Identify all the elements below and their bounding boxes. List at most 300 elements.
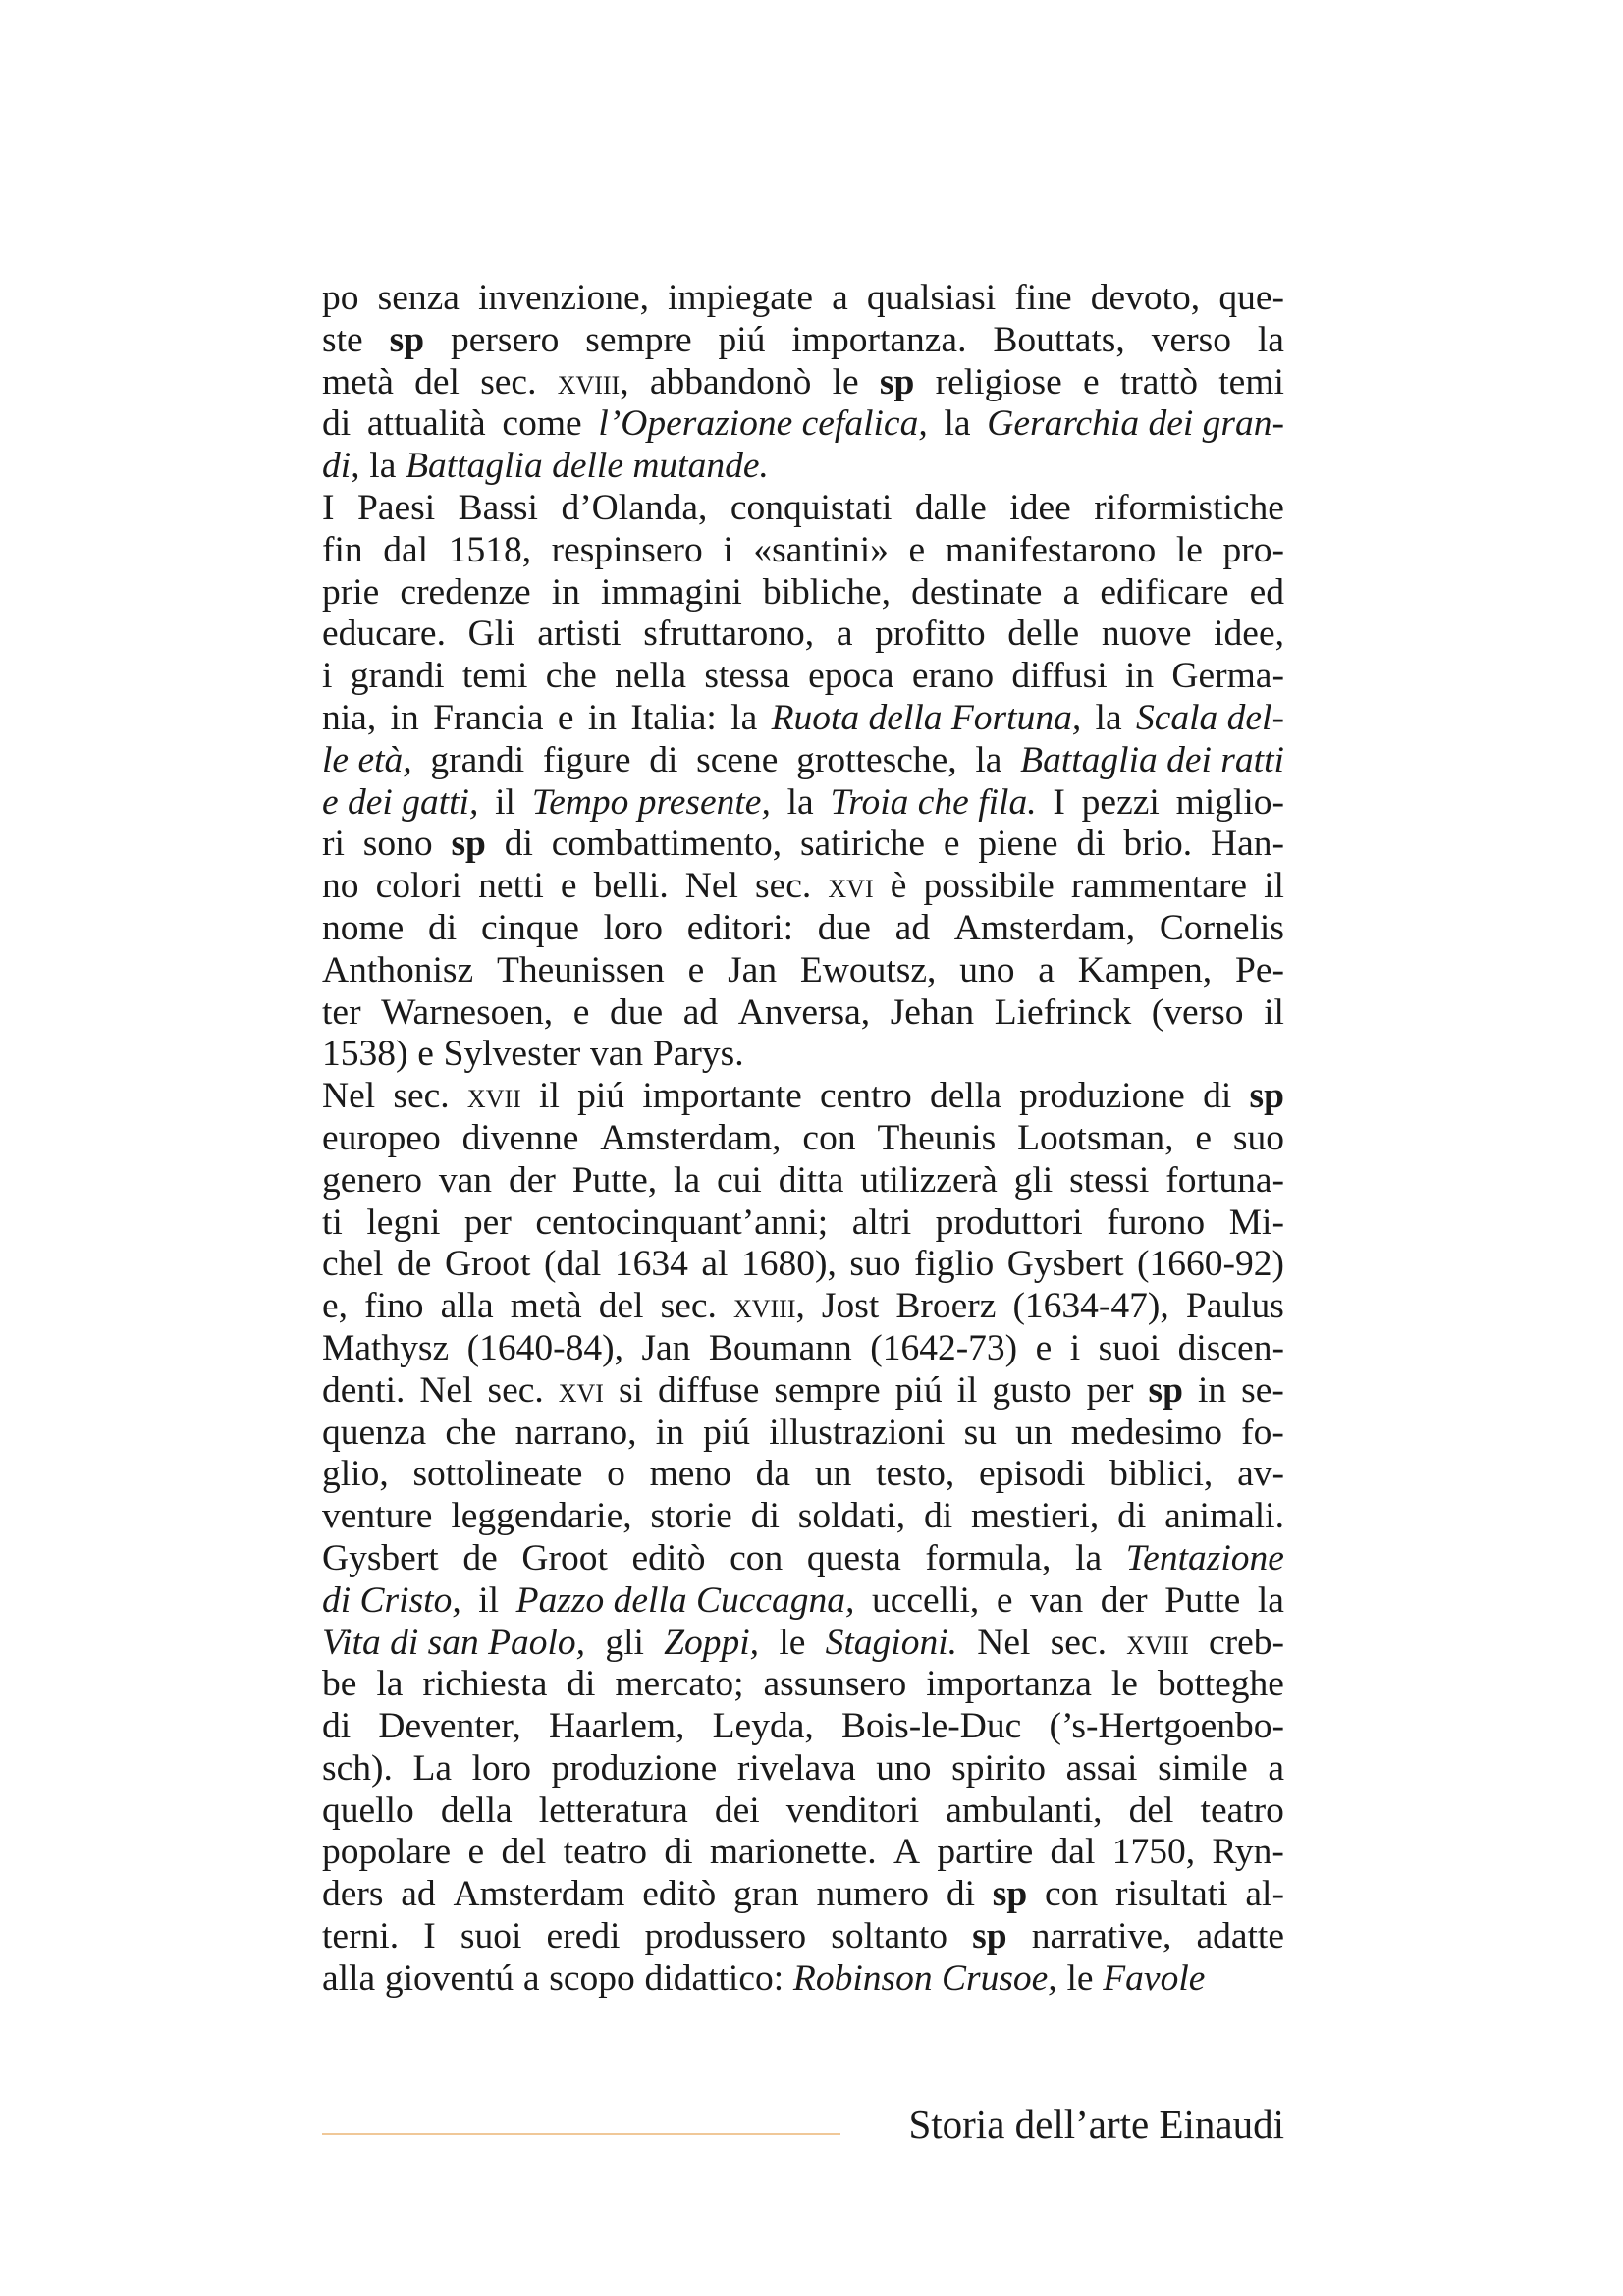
text-segment: adatte (1196, 1916, 1284, 1957)
text-segment: le (832, 361, 859, 402)
text-segment: Bois-le-Duc (840, 1706, 1022, 1747)
text-line (322, 572, 1284, 614)
text-line (322, 278, 1284, 320)
text-segment: nome (322, 907, 405, 948)
text-segment: Deventer, (378, 1706, 521, 1747)
text-segment: nella (615, 656, 687, 697)
text-segment: piú (894, 1369, 943, 1411)
text-segment: figure (542, 739, 631, 780)
text-segment: testo, (876, 1454, 955, 1495)
text-segment: 1680), (740, 1244, 837, 1285)
text-segment: uccelli, (871, 1579, 980, 1621)
text-segment: piú (577, 1076, 625, 1117)
text-segment: utilizzerà (860, 1159, 998, 1201)
text-line (322, 1413, 1284, 1455)
text-segment: epoca (808, 656, 894, 697)
text-segment: sch). (322, 1747, 393, 1789)
text-segment: suo (1232, 1117, 1284, 1158)
text-segment: ad (682, 991, 719, 1033)
text-segment: Battaglia dei ratti (1020, 739, 1284, 780)
text-segment: la (1095, 697, 1122, 738)
text-segment: Broerz (895, 1286, 997, 1327)
text-segment: der (1100, 1579, 1148, 1621)
text-segment: e (560, 866, 577, 907)
text-segment: o (607, 1454, 625, 1495)
text-segment: Jan (641, 1327, 691, 1368)
text-segment: furono (1107, 1201, 1206, 1243)
text-segment: la (376, 1664, 404, 1705)
text-segment: il (956, 1369, 978, 1411)
text-segment: que- (1218, 278, 1284, 318)
text-line (322, 1832, 1284, 1874)
text-segment: Putte, (571, 1159, 658, 1201)
text-segment: van (1030, 1579, 1084, 1621)
text-segment: eredi (546, 1916, 621, 1957)
text-segment: piú (718, 319, 766, 360)
text-segment: nuove (1101, 614, 1192, 655)
text-segment: A (893, 1832, 921, 1873)
text-segment: mestieri, (971, 1496, 1100, 1537)
text-segment: suoi (460, 1916, 522, 1957)
text-segment: ed (1249, 571, 1284, 613)
text-segment: sp (1249, 1076, 1284, 1117)
text-segment: terni. (322, 1916, 400, 1957)
text-segment: fortuna- (1165, 1159, 1284, 1201)
text-segment: animali. (1164, 1496, 1284, 1537)
text-segment: per (463, 1201, 512, 1243)
text-segment: Gysbert (1006, 1244, 1124, 1285)
text-segment: la (975, 739, 1002, 780)
text-segment: sp (992, 1874, 1028, 1915)
text-segment: la (786, 781, 814, 823)
text-segment: il (1264, 866, 1284, 907)
text-segment: Pe- (1235, 949, 1284, 990)
text-segment: numero (816, 1874, 930, 1915)
text-line (322, 866, 1284, 908)
text-segment: teatro (1200, 1789, 1284, 1831)
text-segment: conquistati (730, 487, 893, 528)
footer-title: Storia dell’arte Einaudi (908, 2102, 1284, 2147)
text-segment: glio, (322, 1454, 389, 1495)
text-segment: della (440, 1789, 513, 1831)
text-segment: de (397, 1244, 432, 1285)
text-segment: e (417, 1034, 434, 1075)
text-segment: se- (1241, 1369, 1284, 1411)
text-segment: legni (366, 1201, 441, 1243)
text-segment: assai (1065, 1747, 1138, 1789)
text-segment: Nel (977, 1622, 1031, 1663)
text-segment: Groot (521, 1537, 608, 1578)
text-segment: del (598, 1286, 644, 1327)
text-segment: Amsterdam, (953, 907, 1136, 948)
text-segment: xviii (1126, 1622, 1189, 1663)
text-segment: di (946, 1874, 975, 1915)
text-segment: 1538) (322, 1034, 408, 1075)
text-segment: ti (322, 1201, 343, 1243)
text-segment: grandi (350, 656, 445, 697)
text-segment: abbandonò (649, 361, 812, 402)
text-segment: sempre (774, 1369, 881, 1411)
text-segment: av- (1237, 1454, 1284, 1495)
text-segment: storie (650, 1496, 732, 1537)
text-segment: ditta (778, 1159, 844, 1201)
text-segment: pro- (1222, 529, 1284, 570)
text-segment: Putte (1164, 1579, 1241, 1621)
text-segment: stessi (1069, 1159, 1150, 1201)
text-segment: editò (642, 1874, 717, 1915)
text-segment: le (779, 1622, 806, 1663)
text-segment: suoi (1098, 1327, 1161, 1368)
text-segment: dalle (914, 487, 987, 528)
text-segment: il (539, 1076, 560, 1117)
text-segment: I (322, 487, 335, 528)
text-segment: e (1035, 1327, 1053, 1368)
text-line (322, 1706, 1284, 1748)
text-segment: del (501, 1832, 547, 1873)
text-segment: (verso (1151, 991, 1244, 1033)
text-segment: di, (322, 446, 360, 487)
text-segment: Nel (419, 1369, 473, 1411)
text-segment: no (322, 866, 359, 907)
text-segment: denti. (322, 1369, 406, 1411)
text-segment: questa (806, 1537, 901, 1578)
text-segment: la (1075, 1537, 1103, 1578)
text-segment: van (438, 1159, 493, 1201)
text-segment: il (1264, 991, 1284, 1033)
text-segment: idee (1009, 487, 1071, 528)
text-line (322, 530, 1284, 572)
text-segment: di (322, 403, 352, 445)
text-segment: Boumann (708, 1327, 852, 1368)
text-line (322, 1748, 1284, 1790)
text-segment: immagini (601, 571, 742, 613)
text-segment: sempre (585, 319, 692, 360)
text-segment: meno (649, 1454, 731, 1495)
text-segment: per (1086, 1369, 1134, 1411)
text-segment: medesimo (1070, 1412, 1222, 1453)
text-segment: Theunis (877, 1117, 997, 1158)
text-line (322, 488, 1284, 530)
text-segment: miglio- (1175, 781, 1284, 823)
footer (322, 2095, 1284, 2154)
text-segment: religiose (935, 361, 1062, 402)
text-line (322, 1454, 1284, 1496)
text-segment: Cornelis (1159, 907, 1284, 948)
text-segment: alla (440, 1286, 494, 1327)
text-segment: di (428, 907, 458, 948)
text-segment: Anversa, (737, 991, 871, 1033)
text-line (322, 1538, 1284, 1580)
text-segment: genero (322, 1159, 423, 1201)
text-segment: I (423, 1916, 436, 1957)
text-segment: manifestarono (945, 529, 1157, 570)
text-segment: gran (733, 1874, 799, 1915)
text-line (322, 1623, 1284, 1665)
text-segment: centro (820, 1076, 912, 1117)
text-segment: del (414, 361, 460, 402)
text-line (322, 362, 1284, 404)
text-segment: e (1195, 1117, 1212, 1158)
text-segment: di (750, 1496, 780, 1537)
text-segment: Amsterdam (453, 1874, 625, 1915)
text-line (322, 320, 1284, 362)
text-line (322, 1076, 1284, 1118)
text-segment: ad (894, 907, 931, 948)
text-segment: ter (322, 991, 361, 1033)
text-segment: loro (603, 907, 664, 948)
text-segment: dal (1050, 1832, 1096, 1873)
text-segment: loro (471, 1747, 532, 1789)
text-segment: xvi (828, 866, 874, 907)
text-segment: creb- (1208, 1622, 1284, 1663)
text-segment: Anthonisz (322, 949, 474, 990)
text-segment: e (996, 1579, 1013, 1621)
text-segment: piú (703, 1412, 751, 1453)
text-segment: discen- (1177, 1327, 1284, 1368)
text-segment: (1640-84), (466, 1327, 623, 1368)
text-segment: alla (322, 1957, 376, 1999)
text-segment: di (1203, 1076, 1232, 1117)
text-segment: simile (1158, 1747, 1248, 1789)
text-segment: fin (322, 529, 363, 570)
text-segment: in (551, 571, 580, 613)
text-segment: episodi (979, 1454, 1086, 1495)
text-segment: scopo (549, 1957, 635, 1999)
text-segment: Stagioni. (825, 1622, 958, 1663)
text-segment: ad (401, 1874, 436, 1915)
text-segment: la (730, 697, 758, 738)
text-segment: Jehan (890, 991, 975, 1033)
text-segment: (’s-Hertgoenbo- (1049, 1706, 1284, 1747)
text-segment: spirito (951, 1747, 1046, 1789)
text-segment: figlio (913, 1244, 995, 1285)
text-segment: al- (1245, 1874, 1284, 1915)
text-segment: produttori (935, 1201, 1083, 1243)
text-segment: da (755, 1454, 791, 1495)
text-segment: sec. (480, 361, 537, 402)
text-segment: xviii, (732, 1286, 805, 1327)
text-segment: popolare (322, 1832, 452, 1873)
text-line (322, 992, 1284, 1035)
text-segment: diffuse (657, 1369, 760, 1411)
text-segment: sec. (487, 1369, 544, 1411)
text-segment: e (908, 529, 926, 570)
text-segment: sp (972, 1916, 1007, 1957)
text-line (322, 1244, 1284, 1286)
footer-rule (322, 2133, 840, 2135)
text-segment: i (322, 656, 333, 697)
text-segment: il (478, 1579, 500, 1621)
text-segment: Germa- (1171, 656, 1284, 697)
text-segment: po (322, 278, 359, 318)
text-segment: richiesta (422, 1664, 548, 1705)
text-segment: formula, (925, 1537, 1052, 1578)
text-segment: gli (1013, 1159, 1054, 1201)
text-segment: verso (1151, 319, 1231, 360)
page-text (322, 278, 1284, 2001)
text-segment: sec. (1050, 1622, 1107, 1663)
text-segment: stessa (704, 656, 790, 697)
text-segment: su (963, 1412, 997, 1453)
text-line (322, 740, 1284, 782)
text-segment: Liefrinck (994, 991, 1132, 1033)
text-segment: l’Operazione cefalica, (598, 403, 928, 445)
text-segment: satiriche (799, 824, 925, 865)
text-segment: gioventú (384, 1957, 514, 1999)
text-line (322, 950, 1284, 992)
text-segment: sec. (393, 1076, 450, 1117)
text-segment: Vita di san Paolo, (322, 1622, 586, 1663)
text-segment: sec. (660, 1286, 717, 1327)
text-segment: marionette. (709, 1832, 877, 1873)
text-segment: si (618, 1369, 643, 1411)
text-segment: Nel (322, 1076, 376, 1117)
text-segment: la (674, 1159, 701, 1201)
text-segment: divenne (461, 1117, 579, 1158)
text-segment: Mi- (1228, 1201, 1284, 1243)
text-segment: der (508, 1159, 556, 1201)
text-segment: in (1124, 656, 1155, 697)
text-segment: narrano, (514, 1412, 637, 1453)
text-segment: xvii (466, 1076, 521, 1117)
text-segment: trattò (1119, 361, 1199, 402)
text-segment: Bouttats, (993, 319, 1125, 360)
text-segment: Scala del- (1135, 697, 1284, 738)
text-segment: la (369, 446, 397, 487)
text-segment: Leyda, (712, 1706, 814, 1747)
text-segment: biblici, (1109, 1454, 1214, 1495)
text-segment: con (802, 1117, 856, 1158)
text-segment: le (1175, 529, 1203, 570)
text-segment: gli (605, 1622, 644, 1663)
text-segment: sp (389, 319, 425, 360)
text-segment: a (1038, 949, 1055, 990)
text-segment: editò (631, 1537, 706, 1578)
text-segment: xvi (558, 1369, 604, 1411)
text-segment: soldati, (797, 1496, 906, 1537)
text-segment: d’Olanda, (561, 487, 708, 528)
text-segment: Kampen, (1077, 949, 1213, 990)
text-segment: venture (322, 1496, 433, 1537)
text-segment: invenzione, (478, 278, 649, 318)
text-segment: soltanto (831, 1916, 948, 1957)
text-segment: Ruota della Fortuna, (771, 697, 1082, 738)
text-segment: e (557, 697, 574, 738)
text-segment: di (504, 824, 533, 865)
text-segment: gusto (992, 1369, 1072, 1411)
text-segment: didattico: (644, 1957, 784, 1999)
text-segment: come (502, 403, 582, 445)
text-segment: uno (959, 949, 1015, 990)
text-line (322, 908, 1284, 950)
text-segment: le (1110, 1664, 1138, 1705)
text-line (322, 446, 1284, 488)
text-segment: grottesche, (796, 739, 957, 780)
text-segment: è (890, 866, 907, 907)
text-segment: metà (510, 1286, 582, 1327)
text-segment: Gerarchia dei gran- (987, 403, 1284, 445)
text-segment: metà (322, 361, 394, 402)
text-segment: respinsero (551, 529, 703, 570)
text-segment: edificare (1100, 571, 1229, 613)
text-segment: Battaglia delle mutande. (406, 446, 769, 487)
text-segment: persero (451, 319, 560, 360)
text-segment: dei (714, 1789, 760, 1831)
text-segment: Zoppi, (664, 1622, 760, 1663)
text-line (322, 1664, 1284, 1706)
text-segment: Jan (728, 949, 778, 990)
text-segment: sp (451, 824, 486, 865)
text-line (322, 1328, 1284, 1370)
text-segment: fo- (1241, 1412, 1284, 1453)
text-segment: quello (322, 1789, 414, 1831)
text-segment: xviii, (557, 361, 629, 402)
text-segment: in (1197, 1369, 1227, 1411)
text-segment: quenza (322, 1412, 427, 1453)
text-segment: ambulanti, (946, 1789, 1103, 1831)
text-segment: di (649, 739, 678, 780)
text-segment: le età, (322, 739, 412, 780)
text-segment: produssero (644, 1916, 807, 1957)
text-segment: Tempo presente, (531, 781, 771, 823)
text-segment: qualsiasi (866, 278, 997, 318)
text-segment: riformistiche (1094, 487, 1284, 528)
text-segment: il (495, 781, 515, 823)
text-segment: venditori (785, 1789, 920, 1831)
text-segment: assunsero (763, 1664, 907, 1705)
text-segment: al (701, 1244, 729, 1285)
text-segment: (1634-47), (1012, 1286, 1169, 1327)
text-line (322, 1034, 1284, 1076)
text-segment: sec. (755, 866, 812, 907)
text-segment: importanza (926, 1664, 1092, 1705)
text-segment: letteratura (538, 1789, 688, 1831)
text-segment: di (322, 1706, 352, 1747)
text-segment: grandi (430, 739, 525, 780)
text-segment: due (610, 991, 664, 1033)
text-segment: di (664, 1832, 693, 1873)
text-segment: fino (364, 1286, 424, 1327)
text-segment: con (1045, 1874, 1099, 1915)
text-line (322, 698, 1284, 740)
text-segment: Parys. (652, 1034, 744, 1075)
text-segment: importanza. (791, 319, 967, 360)
text-segment: illustrazioni (769, 1412, 946, 1453)
text-segment: de (462, 1537, 498, 1578)
text-segment: artisti (537, 614, 622, 655)
text-segment: idee, (1214, 614, 1284, 655)
text-segment: Ryn- (1212, 1832, 1284, 1873)
text-segment: Gli (467, 614, 515, 655)
text-segment: attualità (366, 403, 486, 445)
text-segment: sono (362, 824, 433, 865)
text-segment: cui (717, 1159, 762, 1201)
text-segment: e (943, 824, 960, 865)
text-segment: Lootsman, (1017, 1117, 1174, 1158)
text-line (322, 1286, 1284, 1328)
text-segment: Ewoutsz, (799, 949, 937, 990)
text-segment: del (1128, 1789, 1174, 1831)
text-segment: brio. (1123, 824, 1193, 865)
text-segment: un (814, 1454, 852, 1495)
text-segment: a (522, 1957, 540, 1999)
text-segment: Tentazione (1125, 1537, 1284, 1578)
text-segment: Troia che fila. (830, 781, 1037, 823)
text-segment: cinque (480, 907, 579, 948)
text-segment: mercato; (615, 1664, 744, 1705)
text-segment: botteghe (1157, 1664, 1284, 1705)
text-segment: La (412, 1747, 453, 1789)
